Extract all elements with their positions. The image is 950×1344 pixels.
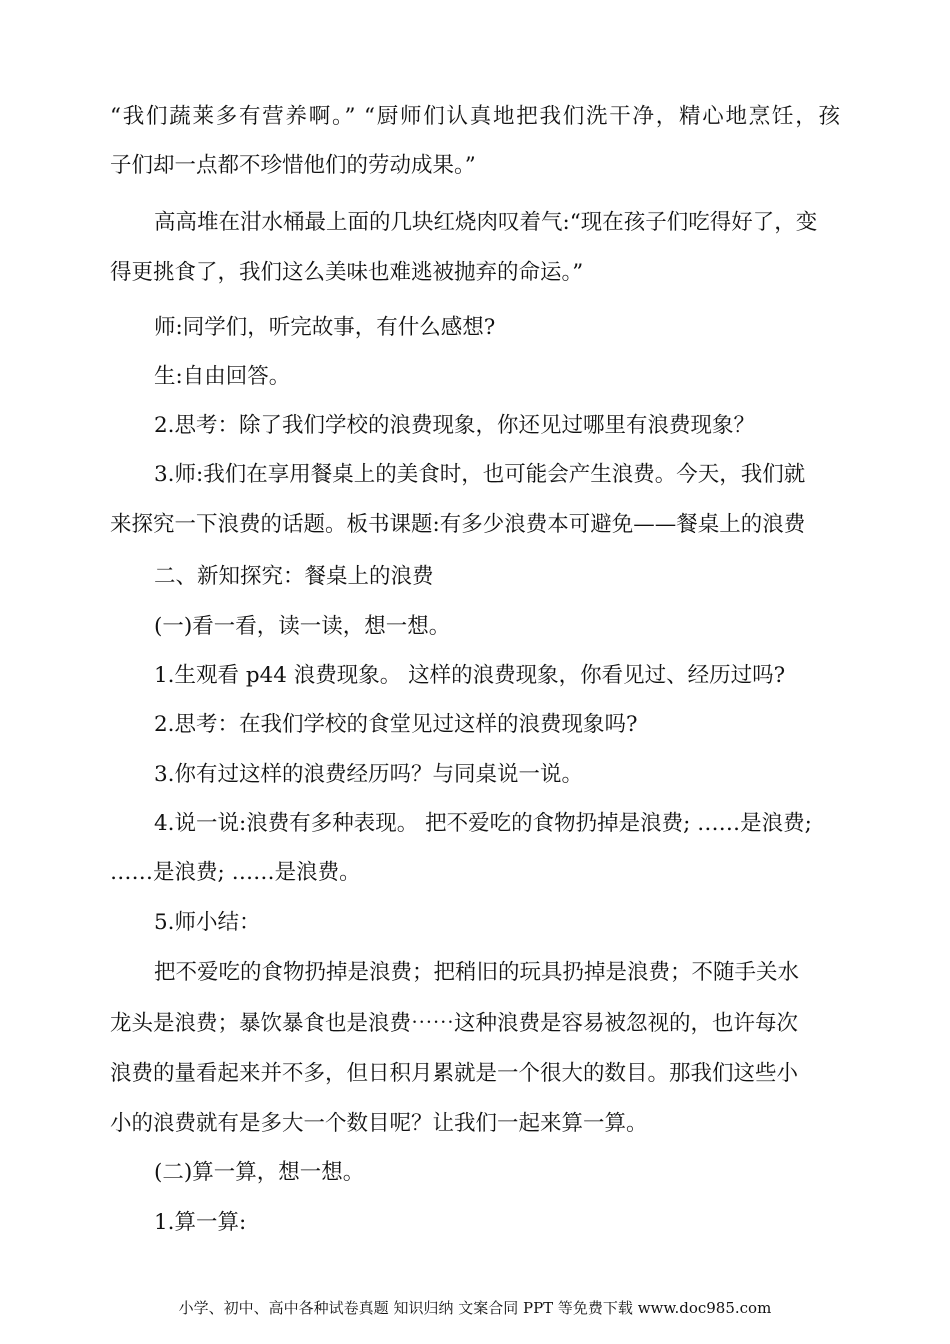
subsection-heading: (一)看一看，读一读，想一想。 — [154, 614, 451, 639]
paragraph-line: 生:自由回答。 — [154, 364, 291, 389]
paragraph-line: 来探究一下浪费的话题。板书课题:有多少浪费本可避免——餐桌上的浪费 — [110, 512, 806, 537]
paragraph-line: 师:同学们，听完故事，有什么感想? — [154, 315, 496, 340]
paragraph-line: “我们蔬莱多有营养啊。” “厨师们认真地把我们洗干净，精心地烹饪，孩 — [110, 104, 840, 129]
paragraph-line: 得更挑食了，我们这么美味也难逃被抛弃的命运。” — [110, 260, 584, 285]
paragraph-line: 子们却一点都不珍惜他们的劳动成果。” — [110, 153, 476, 178]
paragraph-line: 2.思考：除了我们学校的浪费现象，你还见过哪里有浪费现象？ — [154, 413, 756, 438]
paragraph-line: 3.师:我们在享用餐桌上的美食时，也可能会产生浪费。今天，我们就 — [154, 462, 806, 487]
paragraph-line: 5.师小结： — [154, 910, 261, 935]
paragraph-line: 1.生观看 p44 浪费现象。 这样的浪费现象，你看见过、经历过吗? — [154, 663, 786, 688]
page-footer: 小学、初中、高中各种试卷真题 知识归纳 文案合同 PPT 等免费下载 www.doc985.com — [178, 1299, 772, 1317]
paragraph-line: ……是浪费; ……是浪费。 — [110, 860, 361, 885]
paragraph-line: 1.算一算: — [154, 1210, 247, 1235]
paragraph-line: 4.说一说:浪费有多种表现。 把不爱吃的食物扔掉是浪费; ……是浪费; — [154, 811, 812, 836]
paragraph-line: 小的浪费就有是多大一个数目呢？让我们一起来算一算。 — [110, 1111, 648, 1136]
subsection-heading: (二)算一算，想一想。 — [154, 1160, 365, 1185]
paragraph-line: 把不爱吃的食物扔掉是浪费；把稍旧的玩具扔掉是浪费；不随手关水 — [154, 960, 800, 985]
paragraph-line: 高高堆在泔水桶最上面的几块红烧肉叹着气:“现在孩子们吃得好了，变 — [154, 210, 818, 235]
section-heading: 二、新知探究：餐桌上的浪费 — [154, 564, 434, 589]
paragraph-line: 2.思考：在我们学校的食堂见过这样的浪费现象吗? — [154, 712, 638, 737]
paragraph-line: 龙头是浪费；暴饮暴食也是浪费⋯⋯这种浪费是容易被忽视的，也许每次 — [110, 1011, 799, 1036]
paragraph-line: 3.你有过这样的浪费经历吗？与同桌说一说。 — [154, 762, 584, 787]
paragraph-line: 浪费的量看起来并不多，但日积月累就是一个很大的数目。那我们这些小 — [110, 1061, 799, 1086]
